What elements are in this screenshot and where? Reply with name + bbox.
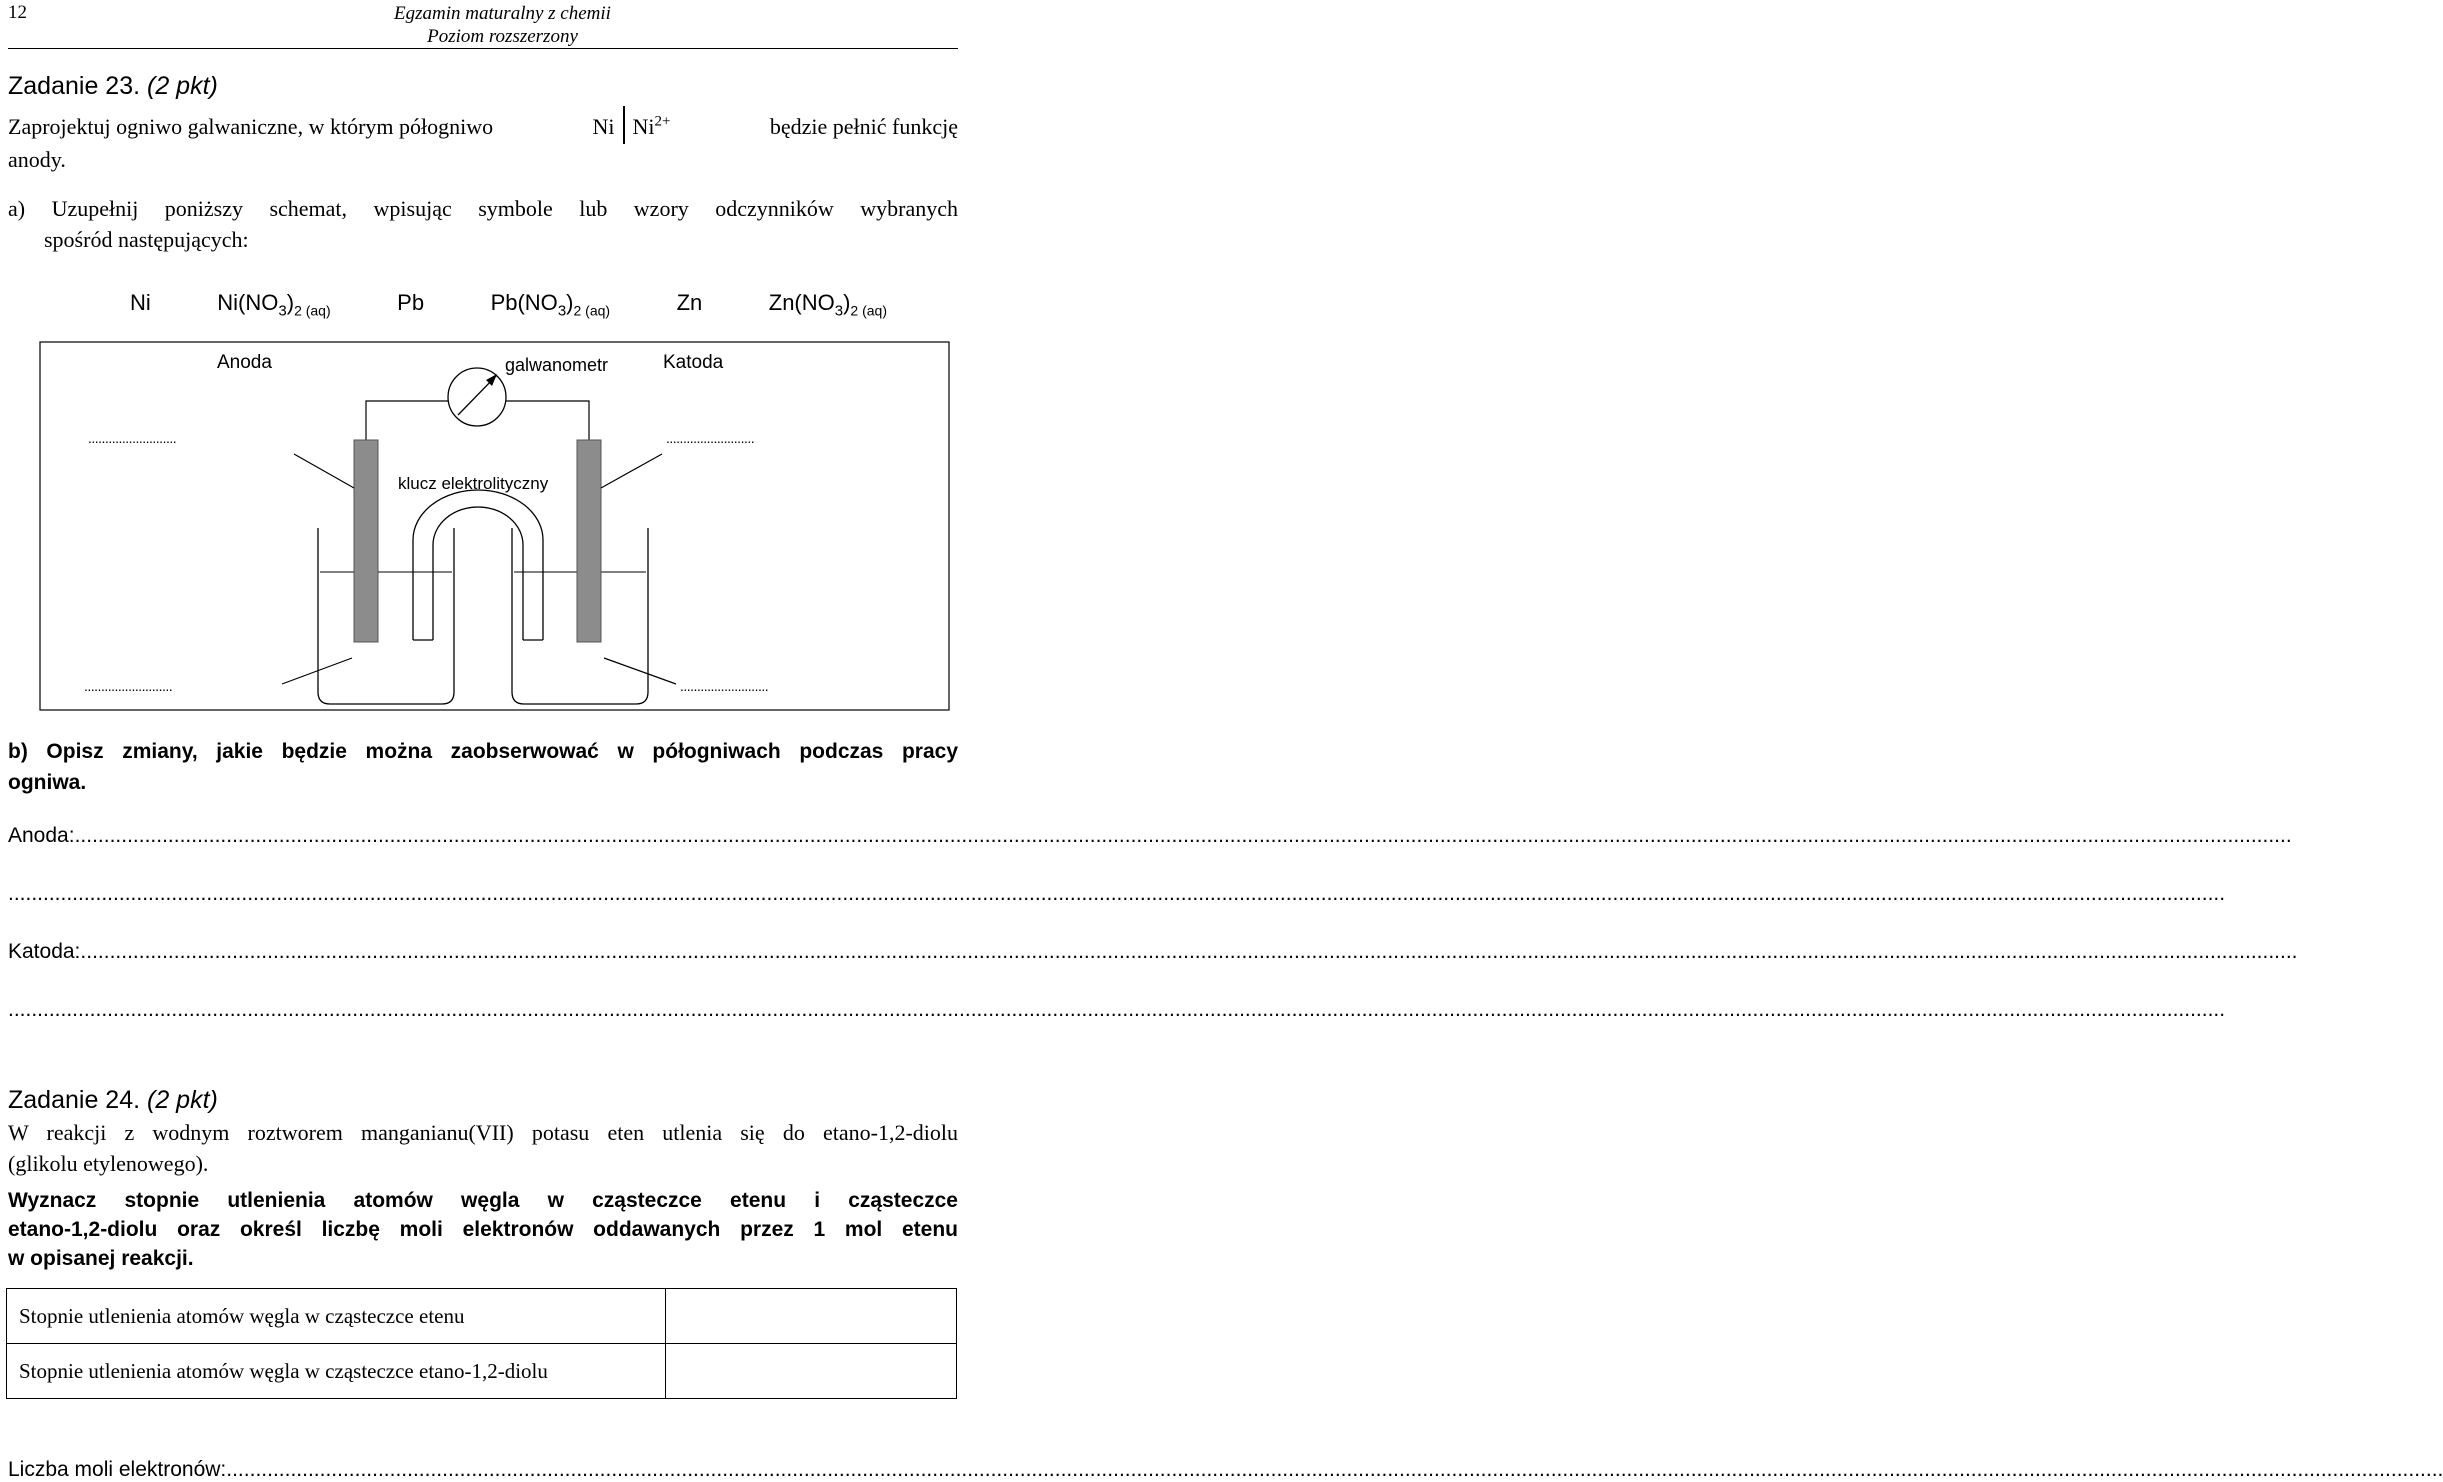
- task24-instr-line1: Wyznacz stopnie utlenienia atomów węgla w cząsteczce etenu i cząsteczce: [8, 1189, 958, 1212]
- part-a-line1: a) Uzupełnij poniższy schemat, wpisując symbole lub wzory odczynników wybranych: [8, 196, 958, 221]
- half-cell-right: Ni: [632, 114, 655, 139]
- page-number: 12: [8, 2, 27, 23]
- task24-instr-line3: w opisanej reakcji.: [8, 1247, 194, 1270]
- task24-text: [8, 1117, 958, 1179]
- reagent-pb: Pb: [397, 290, 425, 315]
- task24-instr-line2: etano-1,2-diolu oraz określ liczbę moli elektronów oddawanych przez 1 mol etenu: [8, 1218, 958, 1241]
- blank-electrode-right: ..........................: [666, 430, 755, 446]
- row-label-ethene: Stopnie utlenienia atomów węgla w cząsteczce etenu: [7, 1289, 666, 1344]
- reagent-zn: Zn: [676, 290, 703, 315]
- anode-answer-line-2[interactable]: ............................................................................................................................................................................................................................................................................................................................................................................................: [8, 882, 2226, 905]
- cathode-answer-line-2[interactable]: ............................................................................................................................................................................................................................................................................................................................................................................................: [8, 998, 2226, 1021]
- task24-heading: [8, 1086, 218, 1115]
- cathode-label: Katoda: [663, 352, 724, 373]
- task23-title: Zadanie 23.: [8, 72, 141, 100]
- table-row: [7, 1289, 957, 1344]
- answer-cell-ethene[interactable]: [666, 1289, 957, 1344]
- cathode-answer-label: Katoda:: [8, 940, 81, 963]
- reagent-ni: Ni: [130, 290, 151, 315]
- table-row: [7, 1344, 957, 1399]
- anode-answer-dots[interactable]: ............................................................................................................................................................................................................................................................................................................................................................................................: [74, 824, 2292, 847]
- electrode-right: [577, 440, 601, 642]
- pointer-solution-left: [282, 658, 352, 684]
- galvanometer-label: galwanometr: [505, 355, 609, 375]
- diagram-frame: [40, 342, 949, 710]
- galvanometer-icon: [448, 368, 506, 426]
- reagent-pb-nitrate: $Pb(NO_3)_{2 (aq)}$: [490, 290, 611, 320]
- task23-intro-after: będzie pełnić funkcję: [769, 114, 958, 139]
- wire-right: [506, 401, 589, 440]
- part-b-line2: ogniwa.: [8, 771, 87, 794]
- exam-level: Poziom rozszerzony: [427, 26, 578, 47]
- anode-answer-line: [8, 824, 2292, 848]
- cathode-answer-line: [8, 940, 2298, 964]
- half-cell-left: Ni: [592, 114, 615, 139]
- part-a-line2: spośród następujących:: [44, 227, 249, 252]
- half-cell-charge: 2+: [654, 113, 671, 130]
- anode-label: Anoda: [217, 352, 272, 373]
- task23-part-b: [8, 736, 958, 798]
- wire-left: [366, 401, 448, 440]
- salt-bridge-inner: [433, 507, 523, 640]
- task24-text-line2: (glikolu etylenowego).: [8, 1151, 209, 1176]
- task24-instructions: [8, 1186, 958, 1273]
- reagent-ni-nitrate: $Ni(NO_3)_{2 (aq)}$: [217, 290, 331, 320]
- task23-points: (2 pkt): [147, 72, 218, 100]
- blank-solution-right: ..........................: [680, 678, 769, 694]
- task24-title: Zadanie 24.: [8, 1086, 141, 1114]
- answer-cell-ethanediol[interactable]: [666, 1344, 957, 1399]
- pointer-electrode-right: [601, 454, 662, 488]
- electrons-answer-dots[interactable]: ............................................................................................................................................................................................................................................................................................................................................................................................: [226, 1458, 2443, 1481]
- pointer-electrode-left: [294, 454, 354, 488]
- task23-intro-line2: anody.: [8, 147, 66, 172]
- cathode-answer-dots[interactable]: ............................................................................................................................................................................................................................................................................................................................................................................................: [80, 940, 2298, 963]
- oxidation-state-table: [6, 1288, 957, 1399]
- exam-title: Egzamin maturalny z chemii: [394, 3, 611, 24]
- reagent-zn-nitrate: $Zn(NO_3)_{2 (aq)}$: [768, 290, 887, 320]
- electrons-label: Liczba moli elektronów:: [8, 1458, 227, 1481]
- blank-solution-left: ..........................: [84, 678, 173, 694]
- blank-electrode-left: ..........................: [88, 430, 177, 446]
- electrons-answer-line: [8, 1458, 2443, 1482]
- row-label-ethanediol: Stopnie utlenienia atomów węgla w cząsteczce etano-1,2-diolu: [7, 1344, 666, 1399]
- pointer-solution-right: [604, 658, 676, 684]
- electrode-left: [354, 440, 378, 642]
- task23-intro-before: Zaprojektuj ogniwo galwaniczne, w którym półogniwo: [8, 114, 494, 139]
- salt-bridge-label: klucz elektrolityczny: [398, 474, 549, 493]
- anode-answer-label: Anoda:: [8, 824, 75, 847]
- task24-points: (2 pkt): [147, 1086, 218, 1114]
- task24-text-line1: W reakcji z wodnym roztworem manganianu(VII) potasu eten utlenia się do etano-1,2-diolu: [8, 1120, 958, 1145]
- part-b-line1: b) Opisz zmiany, jakie będzie można zaobserwować w półogniwach podczas pracy: [8, 740, 958, 763]
